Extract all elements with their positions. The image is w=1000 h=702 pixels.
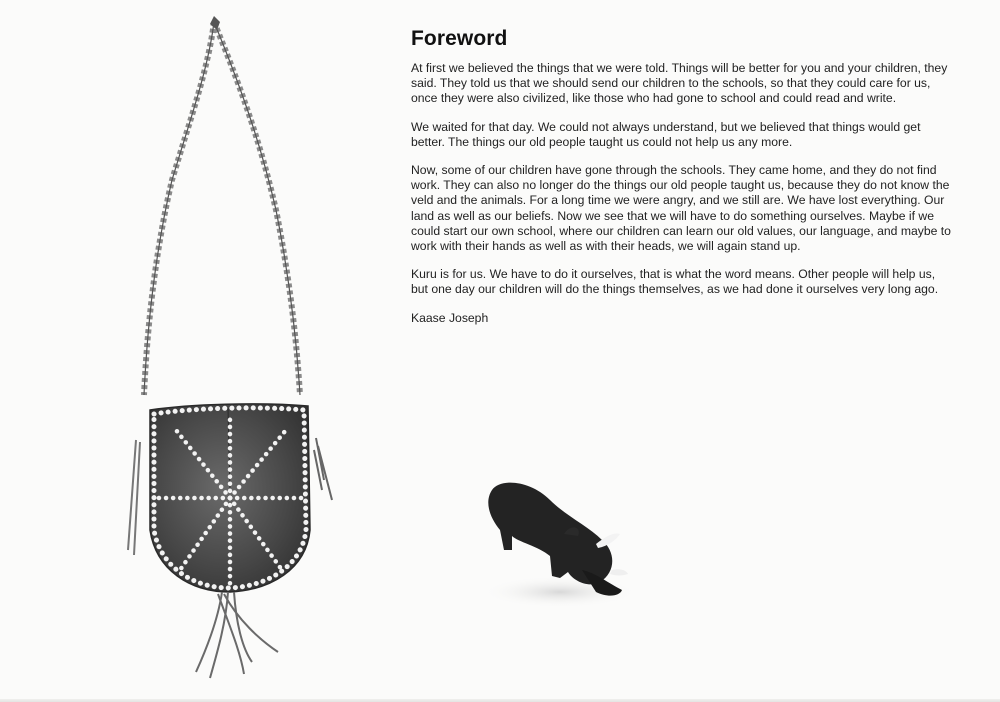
paragraph-4: Kuru is for us. We have to do it ourselves, that is what the word means. Other people will help us, but one day our children will do the things themselves, as we had done it ourselves very long ago. [411, 267, 939, 297]
foreword-section [411, 27, 951, 326]
beaded-bag-icon [110, 10, 350, 685]
author-signature: Kaase Joseph [411, 310, 489, 325]
paragraph-3: Now, some of our children have gone through the schools. They came home, and they do not find work. They can also no longer do the things our old people taught us, because they do not know the veld and the animals. For a long time we were angry, and we still are. We have lost everything. Our land as well as our beliefs. Now we see that we will have to do something ourselves. Maybe if we could start our own school, where our children can learn our old values, our language, and maybe to work with their hands as well as with their heads, we will again stand up. [411, 163, 951, 254]
paragraph-2: We waited for that day. We could not always understand, but we believed that things would get better. The things our old people taught us could not help us any more. [411, 119, 921, 149]
paragraph-1: At first we believed the things that we were told. Things will be better for you and your children, they said. They told us that we should send our children to the schools, so that they could care for us, once they were also civilized, like those who had gone to school and could read and write. [411, 61, 948, 106]
warthog-carving-icon [470, 460, 640, 610]
page-title: Foreword [411, 27, 508, 50]
